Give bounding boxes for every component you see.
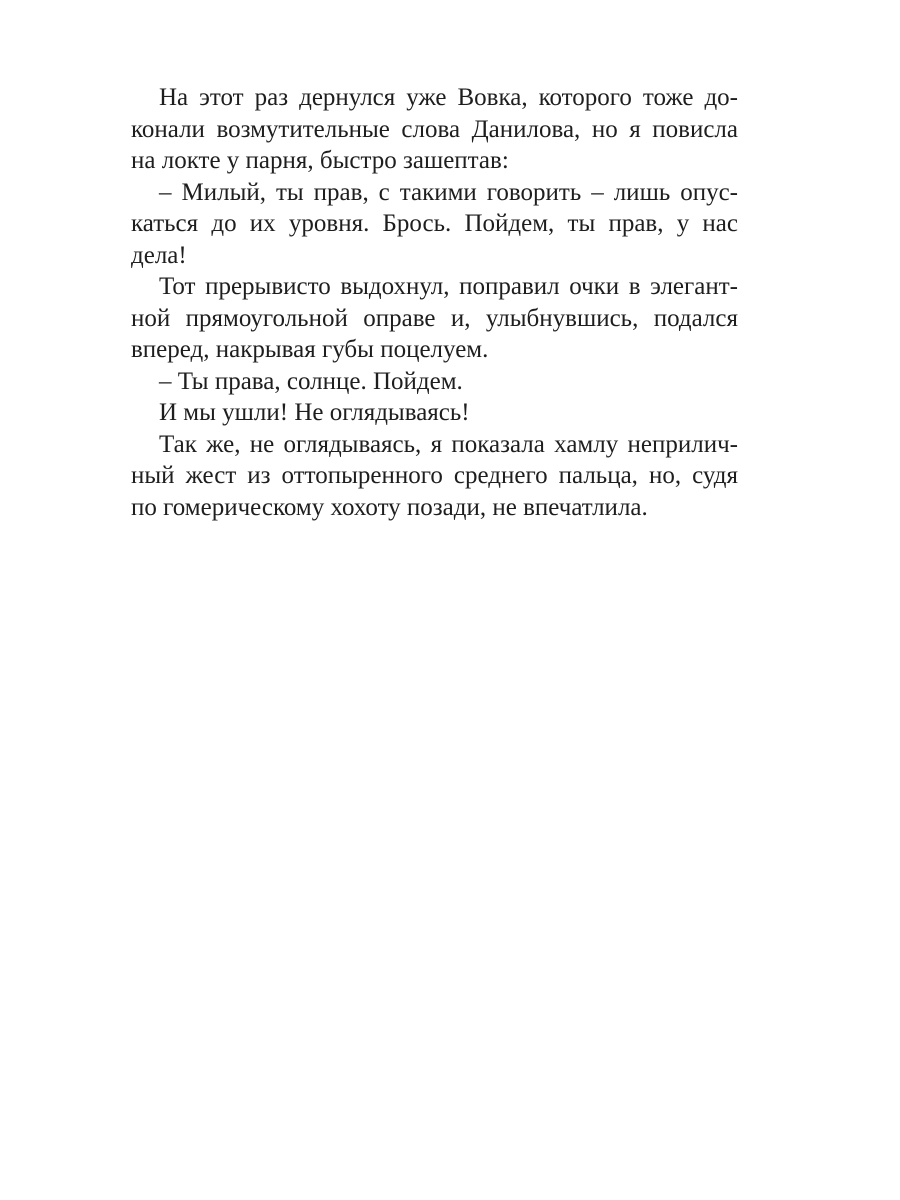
text-line: И мы ушли! Не оглядываясь! [159, 399, 470, 426]
paragraph [131, 271, 738, 366]
text-line: Тот прерывисто выдохнул, поправил очки в элегант- [159, 273, 738, 300]
text-line: На этот раз дернулся уже Вовка, которого тоже до- [159, 84, 738, 111]
text-line: на локте у парня, быстро зашептав: [131, 147, 509, 174]
text-line: каться до их уровня. Брось. Пойдем, ты прав, у нас [131, 210, 738, 237]
text-line: ной прямоугольной оправе и, улыбнувшись, подался [131, 304, 738, 332]
text-line: – Ты права, солнце. Пойдем. [159, 367, 463, 395]
paragraph [131, 397, 738, 429]
text-line: вперед, накрывая губы поцелуем. [131, 336, 489, 363]
text-line: ный жест из оттопыренного среднего пальца, но, судя [131, 462, 738, 489]
paragraph [131, 177, 738, 272]
paragraph [131, 429, 738, 524]
paragraph [131, 366, 738, 398]
text-line: Так же, не оглядываясь, я показала хамлу неприлич- [159, 430, 738, 458]
text-line: конали возмутительные слова Данилова, но я повисла [131, 115, 738, 143]
paragraph [131, 82, 738, 177]
body-text [131, 82, 738, 523]
text-line: – Милый, ты прав, с такими говорить – лишь опус- [159, 178, 738, 206]
text-line: дела! [131, 241, 187, 269]
text-line: по гомерическому хохоту позади, не впечатлила. [131, 493, 648, 521]
